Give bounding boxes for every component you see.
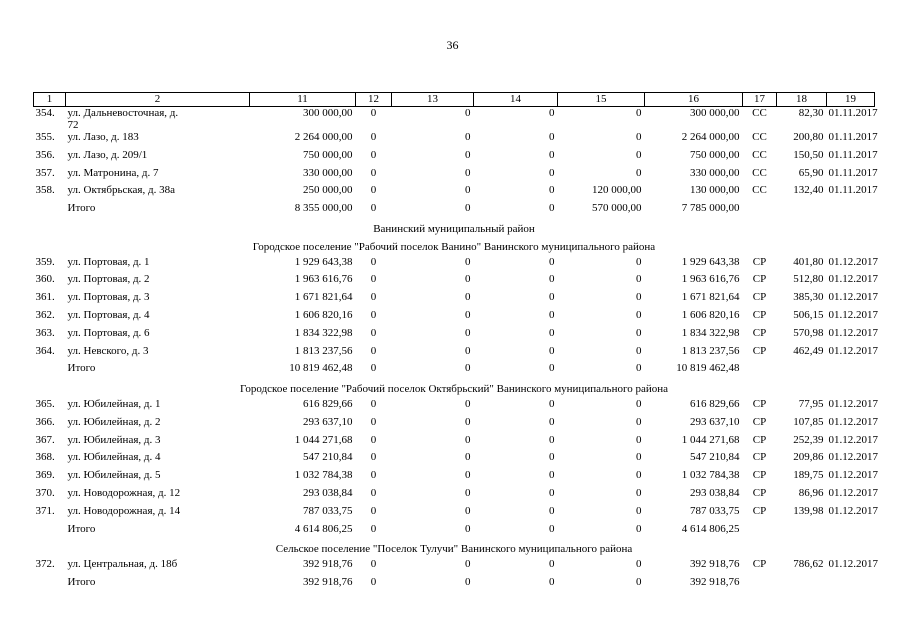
col-14-value: 0 bbox=[549, 451, 555, 464]
col-15-value: 0 bbox=[636, 415, 642, 428]
table-row bbox=[34, 327, 875, 345]
date-value: 01.12.2017 bbox=[828, 486, 878, 499]
col-15-value: 0 bbox=[636, 148, 642, 161]
address: ул. Юбилейная, д. 4 bbox=[67, 451, 161, 464]
table-row bbox=[34, 487, 875, 505]
col-15-value: 0 bbox=[636, 362, 642, 375]
col-15-value: 570 000,00 bbox=[592, 202, 642, 215]
table-row bbox=[34, 434, 875, 452]
col-13-value: 0 bbox=[465, 148, 471, 161]
source-code: СС bbox=[752, 148, 767, 161]
col-16-value: 2 264 000,00 bbox=[681, 131, 740, 143]
section-heading: Сельское поселение "Поселок Тулучи" Ванинского муниципального района bbox=[275, 543, 633, 556]
col-16-value: 10 819 462,48 bbox=[676, 362, 740, 375]
row-number: 354. bbox=[35, 107, 55, 119]
column-header: 14 bbox=[474, 93, 558, 107]
col-16-value: 1 929 643,38 bbox=[681, 255, 740, 268]
date-value: 01.11.2017 bbox=[828, 107, 878, 119]
col-12-value: 0 bbox=[370, 326, 377, 339]
col-12-value: 0 bbox=[370, 558, 377, 571]
source-code: СС bbox=[752, 184, 767, 197]
date-value bbox=[827, 362, 875, 380]
cost-total: 330 000,00 bbox=[303, 166, 353, 179]
source-code: СР bbox=[752, 308, 767, 321]
col-15-value: 0 bbox=[636, 397, 642, 410]
area-value: 512,80 bbox=[793, 273, 824, 286]
address: ул. Новодорожная, д. 14 bbox=[67, 504, 181, 517]
col-13-value: 0 bbox=[465, 273, 471, 286]
col-16-value: 547 210,84 bbox=[690, 451, 740, 464]
col-12-value: 0 bbox=[370, 575, 377, 588]
col-16-value: 130 000,00 bbox=[690, 184, 740, 197]
area-value bbox=[777, 576, 827, 594]
area-value: 86,96 bbox=[798, 486, 824, 499]
source-code bbox=[743, 523, 777, 541]
cost-total: 750 000,00 bbox=[303, 148, 353, 161]
col-16-value: 300 000,00 bbox=[690, 107, 740, 119]
cost-total: 1 963 616,76 bbox=[294, 273, 353, 286]
col-16-value: 1 032 784,38 bbox=[681, 469, 740, 482]
address: ул. Портовая, д. 6 bbox=[67, 326, 150, 339]
column-header: 11 bbox=[250, 93, 356, 107]
col-12-value: 0 bbox=[370, 504, 377, 517]
col-14-value: 0 bbox=[549, 291, 555, 304]
row-number: 358. bbox=[35, 184, 55, 197]
table-row bbox=[34, 345, 875, 363]
col-15-value: 0 bbox=[636, 131, 642, 143]
cost-total: 300 000,00 bbox=[303, 107, 353, 119]
col-14-value: 0 bbox=[549, 184, 555, 197]
source-code: СР bbox=[752, 397, 767, 410]
col-16-value: 4 614 806,25 bbox=[681, 522, 740, 535]
cost-total: 1 813 237,56 bbox=[294, 344, 353, 357]
row-number: 368. bbox=[35, 451, 55, 464]
date-value: 01.12.2017 bbox=[828, 397, 878, 410]
cost-total: 1 671 821,64 bbox=[294, 291, 353, 304]
cost-total: 10 819 462,48 bbox=[289, 362, 353, 375]
col-14-value: 0 bbox=[549, 326, 555, 339]
col-15-value: 0 bbox=[636, 504, 642, 517]
col-14-value: 0 bbox=[549, 131, 555, 143]
cost-total: 392 918,76 bbox=[303, 575, 353, 588]
area-value: 107,85 bbox=[793, 415, 824, 428]
date-value: 01.11.2017 bbox=[828, 166, 878, 179]
col-16-value: 330 000,00 bbox=[690, 166, 740, 179]
section-heading-row bbox=[34, 380, 875, 398]
col-15-value: 0 bbox=[636, 522, 642, 535]
row-number: 360. bbox=[35, 273, 55, 286]
col-15-value: 0 bbox=[636, 486, 642, 499]
area-value bbox=[777, 523, 827, 541]
col-14-value: 0 bbox=[549, 202, 555, 215]
col-13-value: 0 bbox=[465, 451, 471, 464]
col-13-value: 0 bbox=[465, 184, 471, 197]
col-16-value: 1 813 237,56 bbox=[681, 344, 740, 357]
col-14-value: 0 bbox=[549, 107, 555, 119]
source-code: СС bbox=[752, 166, 767, 179]
source-code: СС bbox=[752, 107, 767, 119]
date-value: 01.12.2017 bbox=[828, 415, 878, 428]
address: ул. Юбилейная, д. 2 bbox=[67, 415, 161, 428]
source-code bbox=[743, 576, 777, 594]
address: ул. Портовая, д. 4 bbox=[67, 308, 150, 321]
col-16-value: 392 918,76 bbox=[690, 558, 740, 571]
col-14-value: 0 bbox=[549, 148, 555, 161]
col-14-value: 0 bbox=[549, 522, 555, 535]
col-16-value: 392 918,76 bbox=[690, 575, 740, 588]
address: ул. Матронина, д. 7 bbox=[67, 166, 159, 179]
register-table bbox=[33, 92, 878, 594]
col-12-value: 0 bbox=[370, 148, 377, 161]
cost-total: 1 929 643,38 bbox=[294, 255, 353, 268]
col-12-value: 0 bbox=[370, 451, 377, 464]
area-value: 462,49 bbox=[793, 344, 824, 357]
address: ул. Юбилейная, д. 5 bbox=[67, 469, 161, 482]
date-value: 01.11.2017 bbox=[828, 148, 878, 161]
row-number: 361. bbox=[35, 291, 55, 304]
col-15-value: 0 bbox=[636, 166, 642, 179]
col-13-value: 0 bbox=[465, 107, 471, 119]
column-header: 16 bbox=[645, 93, 743, 107]
date-value bbox=[827, 576, 875, 594]
col-12-value: 0 bbox=[370, 273, 377, 286]
table-row bbox=[34, 184, 875, 202]
col-13-value: 0 bbox=[465, 486, 471, 499]
col-12-value: 0 bbox=[370, 433, 377, 446]
col-16-value: 1 834 322,98 bbox=[681, 326, 740, 339]
area-value: 77,95 bbox=[798, 397, 824, 410]
source-code: СР bbox=[752, 486, 767, 499]
area-value: 200,80 bbox=[793, 131, 824, 143]
source-code: СС bbox=[752, 131, 767, 143]
col-12-value: 0 bbox=[370, 202, 377, 215]
column-header: 19 bbox=[827, 93, 875, 107]
cost-total: 2 264 000,00 bbox=[294, 131, 353, 143]
area-value: 65,90 bbox=[798, 166, 824, 179]
section-heading-row bbox=[34, 238, 875, 256]
address: ул. Портовая, д. 2 bbox=[67, 273, 150, 286]
area-value: 401,80 bbox=[793, 255, 824, 268]
date-value: 01.12.2017 bbox=[828, 291, 878, 304]
cost-total: 293 637,10 bbox=[303, 415, 353, 428]
col-13-value: 0 bbox=[465, 415, 471, 428]
col-13-value: 0 bbox=[465, 433, 471, 446]
col-13-value: 0 bbox=[465, 504, 471, 517]
col-15-value: 0 bbox=[636, 433, 642, 446]
area-value: 385,30 bbox=[793, 291, 824, 304]
date-value bbox=[827, 523, 875, 541]
table-row bbox=[34, 558, 875, 576]
area-value: 139,98 bbox=[793, 504, 824, 517]
table-row bbox=[34, 469, 875, 487]
section-heading-row bbox=[34, 220, 875, 238]
row-number: 359. bbox=[35, 255, 55, 268]
area-value: 570,98 bbox=[793, 326, 824, 339]
col-16-value: 1 963 616,76 bbox=[681, 273, 740, 286]
table-header-row bbox=[34, 93, 875, 107]
date-value: 01.12.2017 bbox=[828, 451, 878, 464]
cost-total: 1 606 820,16 bbox=[294, 308, 353, 321]
cost-total: 616 829,66 bbox=[303, 397, 353, 410]
row-number: 371. bbox=[35, 504, 55, 517]
row-number: 367. bbox=[35, 433, 55, 446]
col-16-value: 1 671 821,64 bbox=[681, 291, 740, 304]
row-number bbox=[34, 523, 66, 541]
date-value: 01.11.2017 bbox=[828, 131, 878, 143]
address: ул. Портовая, д. 1 bbox=[67, 255, 150, 268]
table-row bbox=[34, 309, 875, 327]
col-12-value: 0 bbox=[370, 486, 377, 499]
address: ул. Новодорожная, д. 12 bbox=[67, 486, 181, 499]
col-13-value: 0 bbox=[465, 255, 471, 268]
address: Итого bbox=[67, 575, 96, 588]
col-15-value: 0 bbox=[636, 308, 642, 321]
date-value: 01.12.2017 bbox=[828, 326, 878, 339]
table-row bbox=[34, 505, 875, 523]
area-value: 209,86 bbox=[793, 451, 824, 464]
col-13-value: 0 bbox=[465, 522, 471, 535]
col-16-value: 293 637,10 bbox=[690, 415, 740, 428]
cost-total: 392 918,76 bbox=[303, 558, 353, 571]
address: ул. Юбилейная, д. 3 bbox=[67, 433, 161, 446]
col-13-value: 0 bbox=[465, 558, 471, 571]
table-row bbox=[34, 273, 875, 291]
column-header: 1 bbox=[34, 93, 66, 107]
col-12-value: 0 bbox=[370, 166, 377, 179]
section-heading: Городское поселение "Рабочий поселок Октябрьский" Ванинского муниципального района bbox=[240, 383, 668, 396]
col-15-value: 0 bbox=[636, 451, 642, 464]
address: Итого bbox=[67, 202, 96, 215]
col-13-value: 0 bbox=[465, 344, 471, 357]
col-16-value: 616 829,66 bbox=[690, 397, 740, 410]
area-value: 786,62 bbox=[793, 558, 824, 571]
area-value: 150,50 bbox=[793, 148, 824, 161]
row-number: 364. bbox=[35, 344, 55, 357]
col-14-value: 0 bbox=[549, 433, 555, 446]
col-14-value: 0 bbox=[549, 308, 555, 321]
date-value: 01.12.2017 bbox=[828, 433, 878, 446]
col-13-value: 0 bbox=[465, 291, 471, 304]
source-code: СР bbox=[752, 291, 767, 304]
col-12-value: 0 bbox=[370, 291, 377, 304]
page-number: 36 bbox=[446, 38, 459, 52]
area-value: 189,75 bbox=[793, 469, 824, 482]
cost-total: 293 038,84 bbox=[303, 486, 353, 499]
col-15-value: 120 000,00 bbox=[592, 184, 642, 197]
col-14-value: 0 bbox=[549, 273, 555, 286]
col-15-value: 0 bbox=[636, 291, 642, 304]
col-14-value: 0 bbox=[549, 344, 555, 357]
col-13-value: 0 bbox=[465, 202, 471, 215]
col-13-value: 0 bbox=[465, 131, 471, 143]
area-value: 252,39 bbox=[793, 433, 824, 446]
table-row bbox=[34, 131, 875, 149]
col-12-value: 0 bbox=[370, 415, 377, 428]
cost-total: 787 033,75 bbox=[303, 504, 353, 517]
col-15-value: 0 bbox=[636, 575, 642, 588]
date-value: 01.12.2017 bbox=[828, 469, 878, 482]
source-code: СР bbox=[752, 433, 767, 446]
source-code bbox=[743, 362, 777, 380]
col-13-value: 0 bbox=[465, 397, 471, 410]
source-code: СР bbox=[752, 469, 767, 482]
col-12-value: 0 bbox=[370, 397, 377, 410]
row-number: 355. bbox=[35, 131, 55, 143]
cost-total: 1 834 322,98 bbox=[294, 326, 353, 339]
col-14-value: 0 bbox=[549, 166, 555, 179]
source-code: СР bbox=[752, 326, 767, 339]
column-header: 12 bbox=[356, 93, 392, 107]
col-14-value: 0 bbox=[549, 397, 555, 410]
col-12-value: 0 bbox=[370, 344, 377, 357]
subtotal-row bbox=[34, 523, 875, 541]
col-12-value: 0 bbox=[370, 255, 377, 268]
row-number bbox=[34, 202, 66, 220]
source-code: СР bbox=[752, 451, 767, 464]
col-16-value: 750 000,00 bbox=[690, 148, 740, 161]
source-code: СР bbox=[752, 344, 767, 357]
date-value: 01.12.2017 bbox=[828, 308, 878, 321]
table-row bbox=[34, 167, 875, 185]
section-heading-row bbox=[34, 540, 875, 558]
address: ул. Невского, д. 3 bbox=[67, 344, 149, 357]
col-12-value: 0 bbox=[370, 107, 377, 119]
col-13-value: 0 bbox=[465, 469, 471, 482]
table-row bbox=[34, 416, 875, 434]
col-15-value: 0 bbox=[636, 469, 642, 482]
col-13-value: 0 bbox=[465, 326, 471, 339]
col-13-value: 0 bbox=[465, 575, 471, 588]
column-header: 2 bbox=[66, 93, 250, 107]
address: Итого bbox=[67, 522, 96, 535]
col-14-value: 0 bbox=[549, 255, 555, 268]
date-value: 01.11.2017 bbox=[828, 184, 878, 197]
address: ул. Лазо, д. 183 bbox=[67, 131, 139, 143]
col-14-value: 0 bbox=[549, 469, 555, 482]
col-16-value: 293 038,84 bbox=[690, 486, 740, 499]
col-13-value: 0 bbox=[465, 166, 471, 179]
column-header: 13 bbox=[392, 93, 474, 107]
area-value: 132,40 bbox=[793, 184, 824, 197]
area-value: 506,15 bbox=[793, 308, 824, 321]
row-number: 370. bbox=[35, 486, 55, 499]
col-13-value: 0 bbox=[465, 308, 471, 321]
source-code: СР bbox=[752, 558, 767, 571]
source-code: СР bbox=[752, 255, 767, 268]
col-14-value: 0 bbox=[549, 575, 555, 588]
col-12-value: 0 bbox=[370, 308, 377, 321]
col-15-value: 0 bbox=[636, 107, 642, 119]
source-code: СР bbox=[752, 415, 767, 428]
table-row bbox=[34, 451, 875, 469]
row-number: 372. bbox=[35, 558, 55, 571]
row-number bbox=[34, 576, 66, 594]
table-row bbox=[34, 398, 875, 416]
subtotal-row bbox=[34, 202, 875, 220]
date-value: 01.12.2017 bbox=[828, 273, 878, 286]
col-12-value: 0 bbox=[370, 131, 377, 143]
row-number: 363. bbox=[35, 326, 55, 339]
area-value bbox=[777, 202, 827, 220]
row-number: 362. bbox=[35, 308, 55, 321]
col-16-value: 1 044 271,68 bbox=[681, 433, 740, 446]
col-14-value: 0 bbox=[549, 362, 555, 375]
row-number: 365. bbox=[35, 397, 55, 410]
address: ул. Октябрьская, д. 38а bbox=[67, 184, 175, 197]
section-heading: Ванинский муниципальный район bbox=[373, 222, 535, 235]
cost-total: 1 032 784,38 bbox=[294, 469, 353, 482]
col-15-value: 0 bbox=[636, 273, 642, 286]
column-header: 17 bbox=[743, 93, 777, 107]
col-15-value: 0 bbox=[636, 255, 642, 268]
subtotal-row bbox=[34, 576, 875, 594]
cost-total: 8 355 000,00 bbox=[294, 202, 353, 215]
row-number: 366. bbox=[35, 415, 55, 428]
date-value: 01.12.2017 bbox=[828, 558, 878, 571]
col-14-value: 0 bbox=[549, 415, 555, 428]
date-value: 01.12.2017 bbox=[828, 504, 878, 517]
address: ул. Юбилейная, д. 1 bbox=[67, 397, 161, 410]
address: ул. Дальневосточная, д. 72 bbox=[67, 107, 179, 131]
col-16-value: 1 606 820,16 bbox=[681, 308, 740, 321]
table-row bbox=[34, 256, 875, 274]
col-14-value: 0 bbox=[549, 486, 555, 499]
col-13-value: 0 bbox=[465, 362, 471, 375]
column-header: 18 bbox=[777, 93, 827, 107]
section-heading: Городское поселение "Рабочий поселок Ванино" Ванинского муниципального района bbox=[252, 240, 656, 253]
row-number: 356. bbox=[35, 148, 55, 161]
col-12-value: 0 bbox=[370, 469, 377, 482]
source-code: СР bbox=[752, 504, 767, 517]
address: ул. Центральная, д. 18б bbox=[67, 558, 178, 571]
row-number: 357. bbox=[35, 166, 55, 179]
col-12-value: 0 bbox=[370, 362, 377, 375]
cost-total: 1 044 271,68 bbox=[294, 433, 353, 446]
address: ул. Лазо, д. 209/1 bbox=[67, 148, 148, 161]
col-14-value: 0 bbox=[549, 558, 555, 571]
col-16-value: 7 785 000,00 bbox=[681, 202, 740, 215]
table-body bbox=[34, 107, 878, 594]
row-number bbox=[34, 362, 66, 380]
cost-total: 4 614 806,25 bbox=[294, 522, 353, 535]
cost-total: 250 000,00 bbox=[303, 184, 353, 197]
area-value: 82,30 bbox=[798, 107, 824, 119]
col-16-value: 787 033,75 bbox=[690, 504, 740, 517]
date-value: 01.12.2017 bbox=[828, 344, 878, 357]
table-row bbox=[34, 291, 875, 309]
table-row bbox=[34, 149, 875, 167]
table-row bbox=[34, 107, 875, 132]
date-value bbox=[827, 202, 875, 220]
col-12-value: 0 bbox=[370, 184, 377, 197]
column-header: 15 bbox=[558, 93, 645, 107]
cost-total: 547 210,84 bbox=[303, 451, 353, 464]
col-15-value: 0 bbox=[636, 344, 642, 357]
col-15-value: 0 bbox=[636, 558, 642, 571]
source-code: СР bbox=[752, 273, 767, 286]
col-14-value: 0 bbox=[549, 504, 555, 517]
subtotal-row bbox=[34, 362, 875, 380]
address: Итого bbox=[67, 362, 96, 375]
col-12-value: 0 bbox=[370, 522, 377, 535]
row-number: 369. bbox=[35, 469, 55, 482]
source-code bbox=[743, 202, 777, 220]
address: ул. Портовая, д. 3 bbox=[67, 291, 150, 304]
col-15-value: 0 bbox=[636, 326, 642, 339]
date-value: 01.12.2017 bbox=[828, 255, 878, 268]
area-value bbox=[777, 362, 827, 380]
